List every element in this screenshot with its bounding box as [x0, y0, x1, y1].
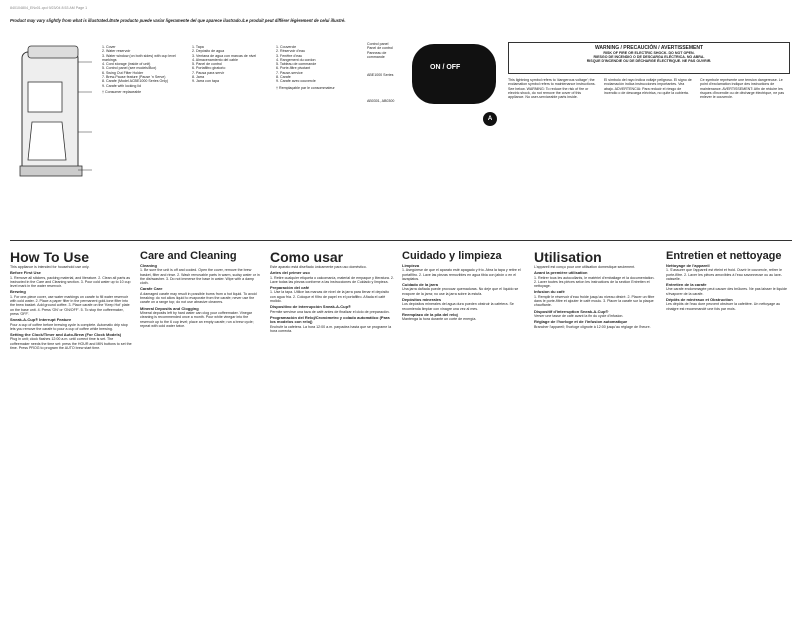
subhead: Brewing — [10, 289, 26, 295]
part-item: 5. Panel de control — [192, 62, 222, 67]
control-panel-label: Panel de control — [367, 46, 393, 51]
part-item: 4. Cord storage (inside of unit) — [102, 62, 151, 67]
control-panel-labels — [367, 42, 403, 104]
part-item: 7. Pausa para servir — [192, 70, 225, 75]
part-item: 9. Jarra con tapa — [192, 79, 219, 84]
part-item: 8. Carafe — [276, 75, 291, 80]
part-item: 8. Carafe (Model ACBE1000 Series Only) — [102, 79, 169, 84]
part-item: 5. Tableau de commande — [276, 62, 317, 67]
cuidado-limpieza-es — [402, 250, 526, 323]
part-item: 4. Rangement du cordon — [276, 57, 316, 62]
warning-col-es: El símbolo del rayo indica voltaje peligroso. El signo de exclamación indica instrucciones importantes. Vea abajo. ADVERTENCIA: Para reducir el riesgo de incendio o de descarga eléctrica, no quite la cubierta. — [604, 78, 692, 95]
subhead: Dispositif d'interruption Sneak-A-Cup® — [534, 308, 609, 314]
part-item: 1. Couvercle — [276, 45, 297, 49]
part-item: 9. Carafe with locking lid — [102, 83, 141, 88]
part-item: 3. Fenêtre d'eau — [276, 53, 303, 58]
subhead: Carafe Care — [140, 286, 163, 292]
part-item: 8. Jarra — [192, 75, 205, 80]
paragraph: Les dépôts de l'eau dure peuvent obstruer la cafetière. Un nettoyage au vinaigre est recommandé une fois par mois. — [666, 302, 781, 311]
parts-list-fr — [276, 45, 360, 90]
subhead: Dépôts de minéraux et Obstruction — [666, 297, 733, 303]
model-code: ABE1000 Series — [367, 73, 394, 78]
part-item: 2. Réservoir d'eau — [276, 49, 306, 54]
subhead: Nettoyage de l'appareil — [666, 263, 710, 268]
paragraph: 1. Asegúrese de que el aparato esté apagado y frío. Abra la tapa y retire el portafiltro. 2. Lave las piezas removibles en agua tibia con jabón o en el lavaplatos. — [402, 268, 521, 281]
subhead: Avant la première utilisation — [534, 270, 588, 276]
warning-line: RISK OF FIRE OR ELECTRIC SHOCK. DO NOT OPEN. — [603, 51, 695, 55]
warning-title: WARNING / PRECAUCIÓN / AVERTISSEMENT — [594, 45, 704, 51]
intro: L'appareil est conçu pour une utilisation domestique seulement. — [534, 265, 636, 269]
warning-box — [508, 42, 790, 74]
subhead: Setting the Clock/Timer and Auto-Brew (For Clock Models) — [10, 332, 122, 338]
subhead: Depósitos minerales — [402, 297, 442, 303]
paragraph: Mineral deposits left by hard water can clog your coffeemaker. Vinegar cleaning is recommended once a month. Pour white vinegar into the reservoir up to the 6 cup level; place an empty carafe; run a brew cycle; repeat with cold water twice. — [140, 310, 254, 328]
how-to-use-en — [10, 250, 132, 352]
entretien-fr — [666, 250, 792, 312]
utilisation-fr — [534, 250, 658, 330]
part-item: 6. Swing Out Filter Holder — [102, 70, 144, 75]
parts-list-es — [192, 45, 272, 84]
paragraph: Pour a cup of coffee before brewing cycle is complete. Automatic drip stop lets you remove the carafe to pour a cup of coffee while brewing. — [10, 322, 128, 331]
section-title: Care and Cleaning — [140, 250, 237, 262]
subhead: Before First Use — [10, 270, 41, 276]
paragraph: Permite servirse una taza de café antes de finalizar el ciclo de preparación. — [270, 309, 390, 314]
callout-a: A — [483, 112, 497, 126]
section-title: How To Use — [10, 249, 90, 265]
part-item: 7. Pause-service — [276, 70, 303, 75]
warning-line: RISQUE D'INCENDIE OU DE DÉCHARGE ÉLECTRIQUE. NE PAS OUVRIR. — [586, 59, 712, 63]
part-item: 7. Brew-Pause feature (Pause 'n Serve) — [102, 75, 166, 80]
paragraph: Verser une tasse de café avant la fin du cycle d'infusion. — [534, 313, 624, 318]
paragraph: 1. S'assurer que l'appareil est éteint et froid. Ouvrir le couvercle, retirer le porte-filtre. 2. Laver les pièces amovibles à l'eau savonneuse ou au lave-vaisselle. — [666, 268, 783, 281]
como-usar-es — [270, 250, 394, 335]
paragraph: 1. Remove all stickers, packing material, and literature. 2. Clean all parts as instructed in the Care and Cleaning section. 3. Pour cold water up to 10 cup level mark in the water reservoir. — [10, 275, 131, 289]
section-divider — [10, 240, 792, 241]
paragraph: 1. Be sure the unit is off and cooled. Open the cover, remove the brew basket, filter and rinse. 2. Wash removable parts in warm, sudsy water or in the dishwasher. 3. Do not immerse the base in water. Wipe with a damp cloth. — [140, 268, 260, 286]
model-code: AB0301, AB0300 — [367, 99, 395, 104]
paragraph: Los depósitos minerales del agua dura pueden obstruir la cafetera. Se recomienda limpiar con vinagre una vez al mes. — [402, 302, 514, 311]
on-off-label: ON / OFF — [430, 64, 461, 71]
section-title: Como usar — [270, 249, 344, 265]
part-item: 9. Carafe avec couvercle — [276, 79, 316, 84]
subhead: Cleaning — [140, 263, 157, 268]
paragraph: 1. Retirer tous les autocollants, le matériel d'emballage et la documentation. 2. Laver toutes les pièces selon les instructions de la section Entretien et nettoyage. — [534, 275, 655, 289]
paragraph: 1. Retire cualquier etiqueta o calcomanía, material de empaque y literatura. 2. Lave todas las piezas conforme a las instrucciones de Cuidado y limpieza. — [270, 275, 394, 284]
part-item: 4. Almacenamiento del cable — [192, 57, 238, 62]
part-note: † Consumer replaceable — [102, 89, 142, 94]
subhead: Reemplazo de la pila del reloj — [402, 311, 458, 317]
part-note: † Remplaçable par le consommateur — [276, 85, 335, 90]
intro: This appliance is intended for household use only. — [10, 265, 90, 269]
section-title: Entretien et nettoyage — [666, 250, 782, 262]
subhead: Dispositivo de interrupción Sneak-A-Cup® — [270, 304, 351, 310]
coffeemaker-illustration — [14, 42, 94, 192]
section-title: Utilisation — [534, 249, 602, 265]
subhead: Antes del primer uso — [270, 270, 310, 276]
subhead: Programación del Reloj/Cronómetro y colado automático (Para los modelos con reloj) — [270, 314, 390, 325]
on-off-switch-graphic — [412, 44, 496, 104]
subhead: Réglage de l'horloge et de l'infusion automatique — [534, 319, 628, 325]
paragraph: Brancher l'appareil; l'horloge clignote à 12:00 jusqu'au réglage de l'heure. — [534, 324, 651, 329]
warning-col-fr: Ce symbole représente une tension dangereuse. Le point d'exclamation indique des instructions de maintenance. AVERTISSEMENT: Afin de réduire les risques d'incendie ou de décharge électrique, ne pas enlever le couvercle. — [700, 78, 784, 100]
part-item: 6. Portafiltro giratorio — [192, 66, 226, 71]
paragraph: 1. For one-piece cover, use water markings on carafe to fill water reservoir with cold water. 2. Place a paper filter in the permanent gold-tone filter into the brew basket. Add ground coffee. 3. Place carafe on the 'Keep Hot' plate on the base unit. 4. Press 'ON' or 'ON/OFF'. 5. To stop the coffeemaker, press 'OFF'. — [10, 294, 130, 316]
part-item: 2. Water reservoir — [102, 49, 131, 54]
part-item: 1. Cover — [102, 45, 116, 49]
part-item: 3. Water window (on both sides) with cup level markings — [102, 53, 176, 62]
paragraph: 1. Remplir le réservoir d'eau froide jusqu'au niveau désiré. 2. Placer un filtre dans le porte-filtre et ajouter le café moulu. 3. Placer la carafe sur la plaque chauffante. — [534, 294, 655, 308]
control-panel-label: Panneau de commande — [367, 50, 387, 59]
part-item: 5. Control panel (see models/Box) — [102, 66, 157, 71]
subhead: Cuidado de la jarra — [402, 282, 439, 288]
file-info: 840104804_ENv01.qxd 9/23/04 8:53 AM Page 1 — [10, 6, 88, 10]
warning-line: RIESGO DE INCENDIO O DE DESCARGA ELÉCTRICA. NO ABRA. — [593, 55, 705, 59]
part-item: 1. Tapa — [192, 45, 204, 49]
coffeemaker-drawing — [14, 42, 94, 192]
parts-list-en — [102, 45, 190, 94]
paragraph: Una jarra dañada puede provocar quemaduras. No deje que el líquido se evapore de la jarra; no use la jarra sobre la estufa. — [402, 287, 519, 296]
paragraph: Enchufe la cafetera. La hora 12:00 a.m. parpadea hasta que se programe la hora correcta. — [270, 324, 392, 333]
paragraph: A damaged carafe may result in possible burns from a hot liquid. To avoid breaking: do not allow liquid to evaporate from the carafe; never use the carafe on a range top; do not use abrasive cleaners. — [140, 291, 257, 305]
subhead: Entretien de la carafe — [666, 282, 707, 288]
paragraph: Plug in unit; clock flashes 12:00 a.m. until correct time is set. The coffeemaker needs the time set: press the HOUR and MIN buttons to set the time. Press PROG to program the AUTO brew start time. — [10, 337, 132, 351]
part-item: 2. Depósito de agua — [192, 49, 225, 54]
paragraph: Mantenga la hora durante un corte de energía. — [402, 317, 477, 322]
subhead: Mineral Deposits and Clogging — [140, 305, 199, 311]
control-panel-label: Control panel — [367, 42, 389, 46]
subhead: Sneak-A-Cup® Interrupt Feature — [10, 317, 72, 323]
intro: Este aparato está diseñado únicamente para uso doméstico. — [270, 265, 367, 269]
care-cleaning-en — [140, 250, 262, 330]
part-item: 3. Ventana de agua con marcas de nivel — [192, 53, 257, 58]
section-title: Cuidado y limpieza — [402, 250, 502, 262]
subhead: Infusion du café — [534, 289, 565, 295]
paragraph: Une carafe endommagée peut causer des brûlures. Ne pas laisser le liquide s'évaporer de la carafe. — [666, 287, 788, 296]
warning-col-en: This lightning symbol refers to 'dangerous voltage'; the exclamation symbol refers to maintenance instructions. See below. WARNING: To reduce the risk of fire or electric shock, do not remove the cover of this appliance. No user-serviceable parts inside. — [508, 78, 596, 100]
variation-banner: Product may vary slightly from what is illustrated./Este producto puede variar ligeramente del que aparece ilustrado./Le produit peut différer légèrement de celui illustré. — [10, 18, 346, 23]
subhead: Preparación del café — [270, 285, 310, 291]
paragraph: 1. Use la tapa. Utilice las marcas de nivel de la jarra para llenar el depósito con agua fría. 2. Coloque el filtro de papel en el portafiltro. Añada el café molido. — [270, 290, 390, 304]
part-item: 6. Porte-filtre pivotant — [276, 66, 311, 71]
subhead: Limpieza — [402, 263, 420, 268]
